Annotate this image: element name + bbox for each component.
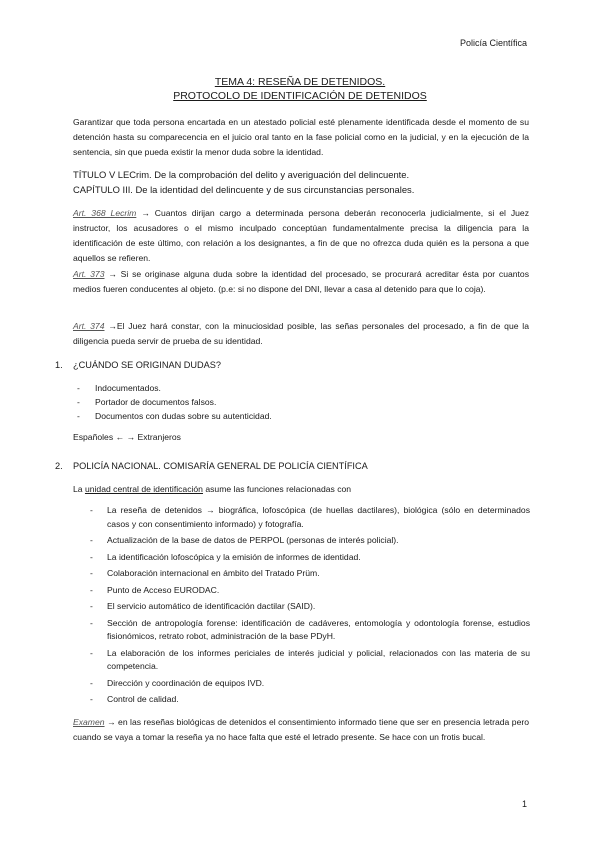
intro-paragraph: Garantizar que toda persona encartada en un atestado policial esté plenamente identificada desde el momento de su detención hasta su comparecencia en el juicio oral tanto en la fase policial como en la judicial, y en la ejecución de la sentencia, sin que pueda existir la menor duda sobre la identidad. xyxy=(73,117,529,157)
section-2-title: POLICÍA NACIONAL. COMISARÍA GENERAL DE POLICÍA CIENTÍFICA xyxy=(73,461,368,471)
list-item: - Portador de documentos falsos. xyxy=(73,395,272,409)
list-item: - La elaboración de los informes periciales de interés judicial y policial, relacionados con las materia de su competencia. xyxy=(90,647,530,674)
examen-text: → en las reseñas biológicas de detenidos el consentimiento informado tiene que ser en presencia letrada pero cuando se vaya a tomar la reseña ya no hace falta que esté el letrado presente. Se hace con un frotis bucal. xyxy=(73,717,529,742)
section-1-heading xyxy=(55,360,221,370)
section-1-footer: Españoles ← → Extranjeros xyxy=(73,432,181,442)
list-item: - Colaboración internacional en ámbito del Tratado Prüm. xyxy=(90,567,530,581)
section-2-lead-pre: La xyxy=(73,484,85,494)
art-373-ref: Art. 373 xyxy=(73,269,105,279)
capitulo-iii-line: CAPÍTULO III. De la identidad del delincuente y de sus circunstancias personales. xyxy=(73,184,415,195)
section-2-lead-post: asume las funciones relacionadas con xyxy=(202,484,352,494)
art-374-ref: Art. 374 xyxy=(73,321,105,331)
list-item: - La reseña de detenidos → biográfica, lofoscópica (de huellas dactilares), biológica (sólo en determinados casos y con consentimiento informado) y fotografía. xyxy=(90,504,530,531)
section-2-lead xyxy=(73,484,351,494)
section-1-list xyxy=(73,381,272,423)
document-title-line-1: TEMA 4: RESEÑA DE DETENIDOS. xyxy=(214,76,386,88)
section-2-heading xyxy=(55,461,368,471)
list-item: - Sección de antropología forense: identificación de cadáveres, entomología y odontología forense, estudios fisionómicos, retrato robot, administración de la base PDyH. xyxy=(90,617,530,644)
running-header: Policía Científica xyxy=(459,38,527,48)
section-1-number: 1. xyxy=(55,360,63,370)
art-368-paragraph xyxy=(73,206,529,266)
list-item: - Punto de Acceso EURODAC. xyxy=(90,584,530,598)
art-373-text: → Si se originase alguna duda sobre la identidad del procesado, se procurará acreditar ésta por cuantos medios fueren conducentes al objeto. (p.e: si no dispone del DNI, llevar a casa al detenido para que lo coja). xyxy=(73,269,529,294)
page-number: 1 xyxy=(521,799,527,809)
document-title-line-2: PROTOCOLO DE IDENTIFICACIÓN DE DETENIDOS xyxy=(173,90,427,102)
list-item: - Actualización de la base de datos de PERPOL (personas de interés policial). xyxy=(90,534,530,548)
section-2-lead-link: unidad central de identificación xyxy=(84,484,203,494)
section-2-list xyxy=(90,504,530,710)
art-374-paragraph xyxy=(73,319,529,349)
list-item: - El servicio automático de identificación dactilar (SAID). xyxy=(90,600,530,614)
art-373-paragraph xyxy=(73,267,529,297)
list-item: - Indocumentados. xyxy=(73,381,272,395)
art-374-text: →El Juez hará constar, con la minuciosidad posible, las señas personales del procesado, a fin de que la diligencia pueda servir de prueba de su identidad. xyxy=(73,321,529,346)
list-item: - Documentos con dudas sobre su autenticidad. xyxy=(73,409,272,423)
section-2-number: 2. xyxy=(55,461,63,471)
section-1-title: ¿CUÁNDO SE ORIGINAN DUDAS? xyxy=(73,360,222,370)
examen-ref: Examen xyxy=(73,717,105,727)
art-368-ref: Art. 368 Lecrim xyxy=(73,208,137,218)
list-item: - Control de calidad. xyxy=(90,693,530,707)
list-item: - Dirección y coordinación de equipos IVD. xyxy=(90,677,530,691)
titulo-v-line: TÍTULO V LECrim. De la comprobación del delito y averiguación del delincuente. xyxy=(73,169,410,180)
list-item: - La identificación lofoscópica y la emisión de informes de identidad. xyxy=(90,551,530,565)
art-368-text: → Cuantos dirijan cargo a determinada persona deberán reconocerla judicialmente, si el Juez instructor, los acusadores o el mismo inculpado conceptúan fundamentalmente precisa la diligencia para la identificación de este último, con relación a los designantes, a fin de que no ofrezca duda quién es la persona a que aquellos se refieren. xyxy=(73,208,529,263)
examen-paragraph xyxy=(73,715,529,745)
